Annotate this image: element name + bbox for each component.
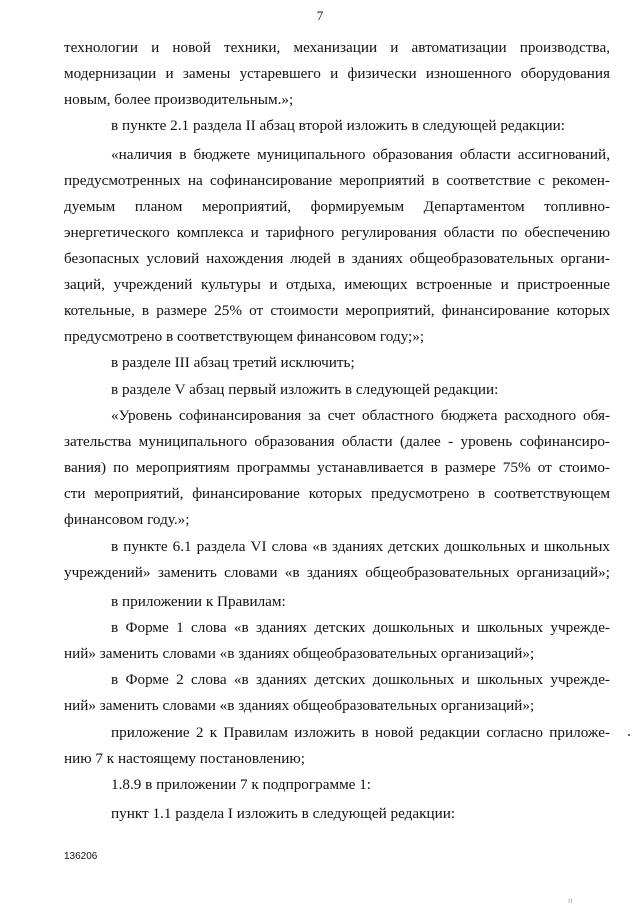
text-line: финансовом году.»; xyxy=(64,511,190,528)
text-line: зательства муниципального образования области (далее - уровень софинансиро- xyxy=(64,433,610,450)
text-line: дуемым планом мероприятий, формируемым Департаментом топливно- xyxy=(64,198,610,215)
text-line: котельные, в размере 25% от стоимости мероприятий, финансирование которых xyxy=(64,302,610,319)
text-line: предусмотренных на софинансирование мероприятий в соответствие с рекомен- xyxy=(64,172,610,189)
text-line: в пункте 6.1 раздела VI слова «в зданиях детских дошкольных и школьных xyxy=(111,538,610,555)
scan-dot xyxy=(628,734,630,736)
text-line: в Форме 1 слова «в зданиях детских дошкольных и школьных учрежде- xyxy=(111,619,610,636)
text-line: заций, учреждений культуры и отдыха, имеющих встроенные и пристроенные xyxy=(64,276,610,293)
text-line: сти мероприятий, финансирование которых предусмотрено в соответствующем xyxy=(64,485,610,502)
text-line: модернизации и замены устаревшего и физически изношенного оборудования xyxy=(64,65,610,82)
text-line: нию 7 к настоящему постановлению; xyxy=(64,750,305,767)
text-line: в разделе III абзац третий исключить; xyxy=(111,354,355,371)
text-line: новым, более производительным.»; xyxy=(64,91,294,108)
text-line: ний» заменить словами «в зданиях общеобразовательных организаций»; xyxy=(64,645,535,662)
text-line: «наличия в бюджете муниципального образования области ассигнований, xyxy=(111,146,610,163)
text-line: ний» заменить словами «в зданиях общеобразовательных организаций»; xyxy=(64,697,535,714)
text-line: в пункте 2.1 раздела II абзац второй изложить в следующей редакции: xyxy=(111,117,565,134)
text-line: безопасных условий нахождения людей в зданиях общеобразовательных органи- xyxy=(64,250,610,267)
corner-mark: ıı xyxy=(568,896,573,905)
text-line: в приложении к Правилам: xyxy=(111,593,286,610)
text-line: в разделе V абзац первый изложить в следующей редакции: xyxy=(111,381,499,398)
text-line: учреждений» заменить словами «в зданиях общеобразовательных организаций»; xyxy=(64,564,610,581)
text-line: вания) по мероприятиям программы устанавливается в размере 75% от стоимо- xyxy=(64,459,610,476)
text-line: приложение 2 к Правилам изложить в новой редакции согласно приложе- xyxy=(111,724,610,741)
footer-code: 136206 xyxy=(64,851,98,862)
text-line: технологии и новой техники, механизации и автоматизации производства, xyxy=(64,39,610,56)
text-line: пункт 1.1 раздела I изложить в следующей редакции: xyxy=(111,805,456,822)
text-line: энергетического комплекса и тарифного регулирования области по обеспечению xyxy=(64,224,610,241)
text-line: предусмотрено в соответствующем финансовом году;»; xyxy=(64,328,425,345)
text-line: в Форме 2 слова «в зданиях детских дошкольных и школьных учрежде- xyxy=(111,671,610,688)
text-line: 1.8.9 в приложении 7 к подпрограмме 1: xyxy=(111,776,372,793)
text-line: «Уровень софинансирования за счет областного бюджета расходного обя- xyxy=(111,407,610,424)
page-number: 7 xyxy=(316,8,324,23)
